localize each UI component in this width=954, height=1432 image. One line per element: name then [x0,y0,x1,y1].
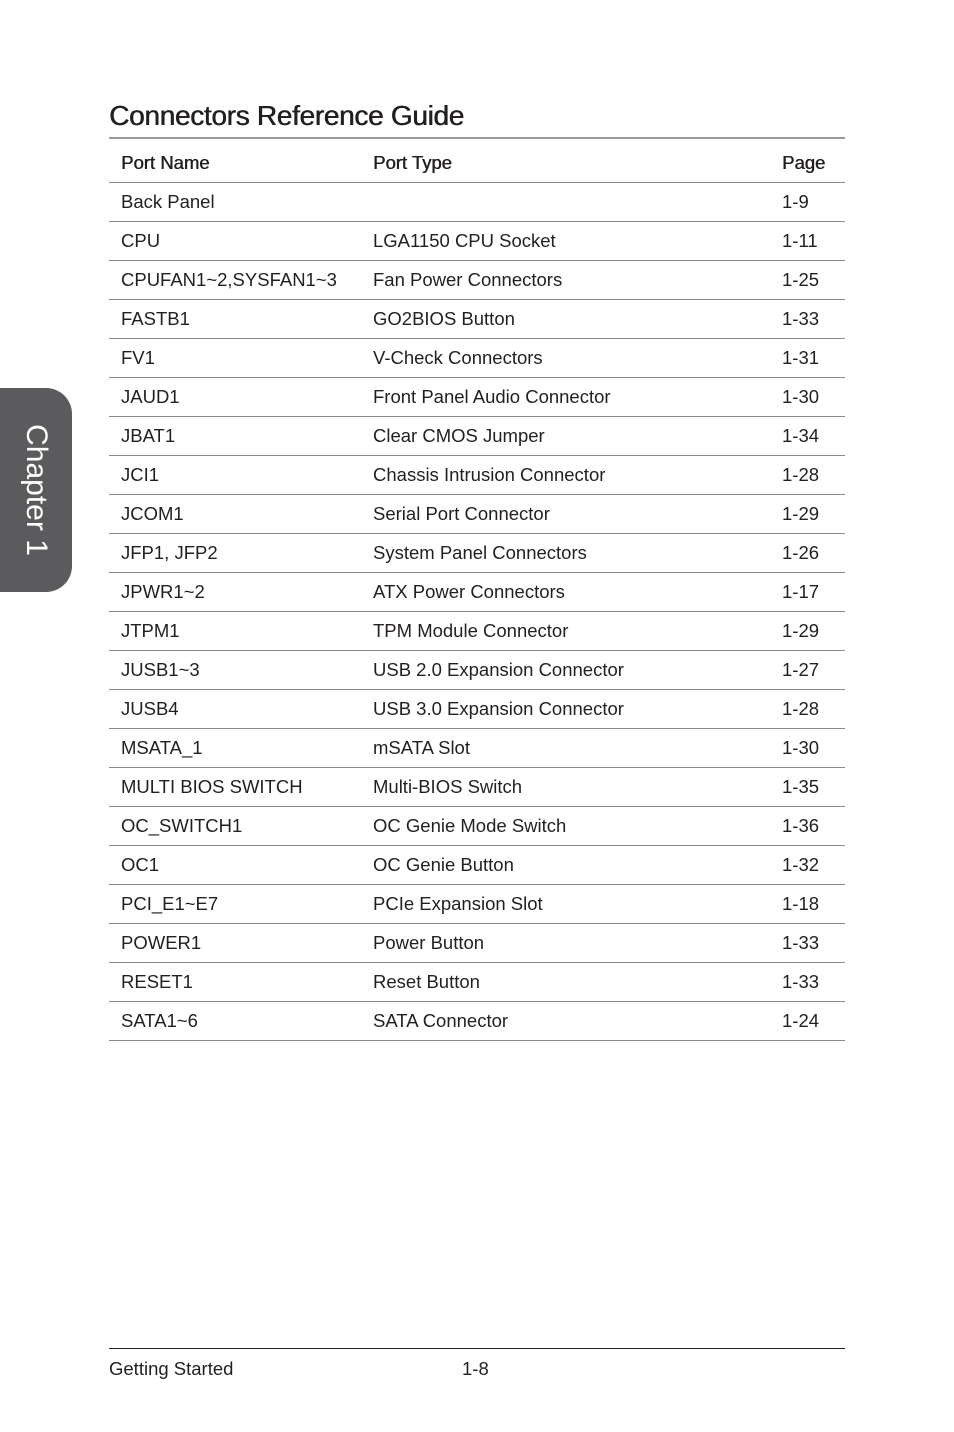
cell-port-name: JUSB1~3 [109,651,361,690]
cell-port-name: JFP1, JFP2 [109,534,361,573]
cell-port-name: MSATA_1 [109,729,361,768]
cell-page: 1-36 [770,807,845,846]
table-row [109,534,845,573]
cell-port-name: Back Panel [109,183,361,222]
cell-port-type: Front Panel Audio Connector [361,378,770,417]
cell-page: 1-28 [770,456,845,495]
table-row [109,339,845,378]
header-page: Page [770,144,845,183]
table-row [109,573,845,612]
cell-page: 1-11 [770,222,845,261]
table-row [109,690,845,729]
cell-page: 1-33 [770,924,845,963]
header-port-name: Port Name [109,144,361,183]
cell-port-type: ATX Power Connectors [361,573,770,612]
cell-port-name: FV1 [109,339,361,378]
cell-port-type: Reset Button [361,963,770,1002]
cell-port-type: USB 3.0 Expansion Connector [361,690,770,729]
cell-port-name: JAUD1 [109,378,361,417]
cell-page: 1-34 [770,417,845,456]
cell-port-name: JTPM1 [109,612,361,651]
cell-port-name: FASTB1 [109,300,361,339]
table-row [109,378,845,417]
cell-page: 1-33 [770,963,845,1002]
cell-port-name: CPU [109,222,361,261]
cell-port-type: PCIe Expansion Slot [361,885,770,924]
cell-page: 1-27 [770,651,845,690]
cell-port-type: USB 2.0 Expansion Connector [361,651,770,690]
footer-page-number: 1-8 [462,1358,489,1379]
cell-page: 1-25 [770,261,845,300]
cell-port-name: PCI_E1~E7 [109,885,361,924]
cell-page: 1-18 [770,885,845,924]
cell-port-type: Chassis Intrusion Connector [361,456,770,495]
cell-port-name: POWER1 [109,924,361,963]
table-row [109,651,845,690]
table-row [109,885,845,924]
table-row [109,495,845,534]
chapter-tab [0,388,72,592]
table-body [109,183,845,1041]
cell-port-name: JCI1 [109,456,361,495]
title-divider [109,137,845,139]
cell-port-type: Power Button [361,924,770,963]
cell-port-name: JPWR1~2 [109,573,361,612]
cell-port-type: Multi-BIOS Switch [361,768,770,807]
cell-port-type: OC Genie Button [361,846,770,885]
table-row [109,222,845,261]
table-row [109,729,845,768]
cell-port-name: OC1 [109,846,361,885]
table-row [109,807,845,846]
cell-page: 1-33 [770,300,845,339]
cell-port-name: JUSB4 [109,690,361,729]
table-row [109,768,845,807]
cell-port-name: SATA1~6 [109,1002,361,1041]
page-title: Connectors Reference Guide [109,100,464,131]
cell-port-type: SATA Connector [361,1002,770,1041]
table-row [109,417,845,456]
cell-port-name: CPUFAN1~2,SYSFAN1~3 [109,261,361,300]
table-row [109,846,845,885]
cell-port-name: JBAT1 [109,417,361,456]
cell-page: 1-26 [770,534,845,573]
table-row [109,1002,845,1041]
table-row [109,963,845,1002]
table-row [109,300,845,339]
cell-page: 1-24 [770,1002,845,1041]
table-row [109,612,845,651]
table-row [109,261,845,300]
cell-port-name: MULTI BIOS SWITCH [109,768,361,807]
cell-page: 1-32 [770,846,845,885]
footer-section-title: Getting Started [109,1358,234,1379]
cell-port-name: JCOM1 [109,495,361,534]
cell-port-name: RESET1 [109,963,361,1002]
cell-page: 1-31 [770,339,845,378]
cell-port-type: System Panel Connectors [361,534,770,573]
cell-port-type: OC Genie Mode Switch [361,807,770,846]
chapter-tab-label: Chapter 1 [20,424,53,556]
cell-port-type: mSATA Slot [361,729,770,768]
cell-page: 1-30 [770,729,845,768]
cell-port-type: V-Check Connectors [361,339,770,378]
cell-port-type: Fan Power Connectors [361,261,770,300]
cell-page: 1-35 [770,768,845,807]
cell-page: 1-29 [770,495,845,534]
connectors-table [109,144,845,1041]
footer-divider [109,1348,845,1349]
cell-port-type: Serial Port Connector [361,495,770,534]
table-row [109,924,845,963]
header-port-type: Port Type [361,144,770,183]
cell-page: 1-30 [770,378,845,417]
cell-page: 1-28 [770,690,845,729]
cell-port-type: Clear CMOS Jumper [361,417,770,456]
cell-port-name: OC_SWITCH1 [109,807,361,846]
cell-page: 1-9 [770,183,845,222]
cell-port-type: GO2BIOS Button [361,300,770,339]
table-header-row [109,144,845,183]
cell-page: 1-17 [770,573,845,612]
cell-page: 1-29 [770,612,845,651]
table-row [109,183,845,222]
table-row [109,456,845,495]
cell-port-type [361,183,770,222]
cell-port-type: TPM Module Connector [361,612,770,651]
cell-port-type: LGA1150 CPU Socket [361,222,770,261]
